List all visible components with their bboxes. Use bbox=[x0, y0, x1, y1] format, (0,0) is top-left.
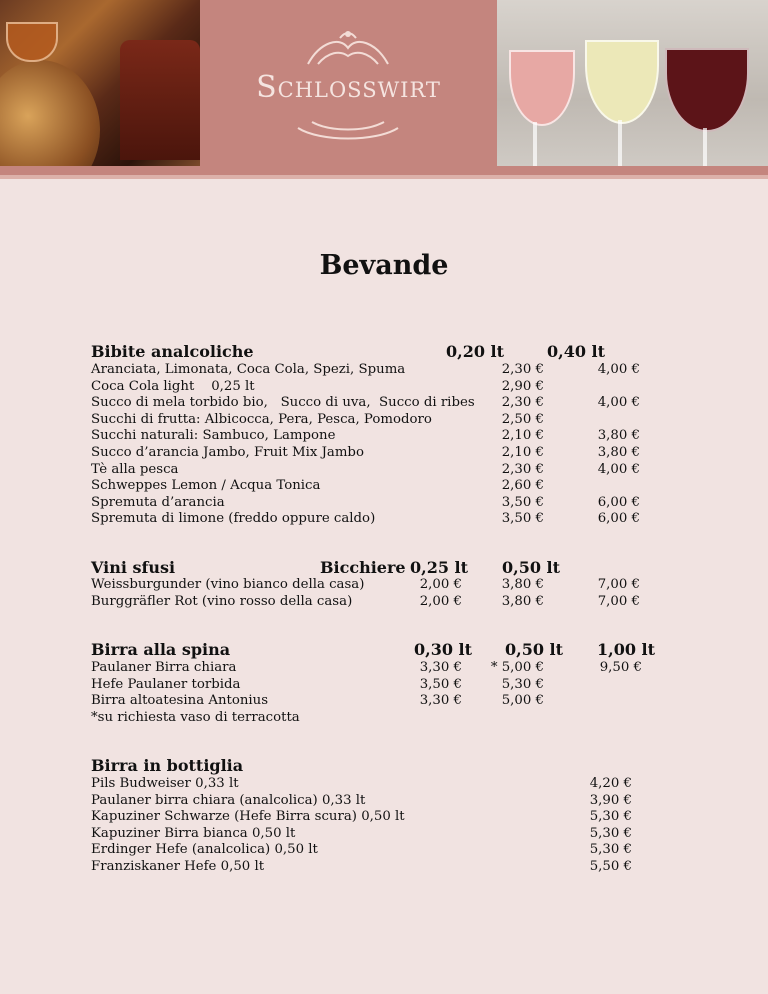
list-item: Burggräfler Rot (vino rosso della casa) bbox=[91, 593, 353, 609]
price: 4,20 € bbox=[589, 776, 632, 791]
section-heading-bottiglia: Birra in bottiglia bbox=[91, 756, 244, 775]
list-item: Succhi di frutta: Albicocca, Pera, Pesca, Pomodoro bbox=[91, 411, 432, 427]
price-column bbox=[560, 776, 632, 876]
column-header: 0,40 lt bbox=[547, 342, 606, 361]
item-names-list bbox=[91, 362, 475, 528]
price: 9,50 € bbox=[599, 660, 642, 675]
price-column bbox=[470, 362, 544, 528]
price: 3,80 € bbox=[597, 444, 640, 460]
price bbox=[560, 478, 640, 495]
list-item: Spremuta di limone (freddo oppure caldo) bbox=[91, 511, 376, 527]
price: 5,30 € bbox=[589, 809, 632, 825]
price-column bbox=[560, 362, 640, 528]
header-divider-light bbox=[0, 175, 768, 179]
list-item: Tè alla pesca bbox=[91, 461, 179, 477]
list-item: Kapuziner Schwarze (Hefe Birra scura) 0,50 lt bbox=[91, 809, 405, 825]
footnote: *su richiesta vaso di terracotta bbox=[91, 709, 300, 725]
page-title: Bevande bbox=[319, 250, 449, 281]
price: 2,00 € bbox=[419, 593, 462, 609]
price: 3,80 € bbox=[501, 577, 544, 592]
column-header: 0,50 lt bbox=[502, 558, 561, 577]
price: 3,80 € bbox=[597, 428, 640, 444]
list-item: Spremuta d’arancia bbox=[91, 494, 225, 510]
list-item: Birra altoatesina Antonius bbox=[91, 693, 269, 709]
price: 3,50 € bbox=[501, 494, 544, 510]
price-column bbox=[390, 660, 462, 710]
price-column bbox=[390, 577, 462, 610]
list-item: Schweppes Lemon / Acqua Tonica bbox=[91, 478, 321, 494]
price bbox=[560, 412, 640, 429]
price: 3,50 € bbox=[501, 511, 544, 527]
header-divider bbox=[0, 166, 768, 175]
price-column bbox=[560, 660, 642, 677]
price: 3,30 € bbox=[419, 693, 462, 709]
list-item: Succhi naturali: Sambuco, Lampone bbox=[91, 428, 336, 444]
price: * 5,00 € bbox=[490, 660, 544, 675]
column-header: 0,30 lt bbox=[414, 640, 473, 659]
wine-glasses-photo bbox=[497, 0, 768, 166]
column-header: Bicchiere bbox=[320, 558, 406, 577]
list-item: Kapuziner Birra bianca 0,50 lt bbox=[91, 825, 296, 841]
list-item: Coca Cola light 0,25 lt bbox=[91, 378, 255, 394]
price: 5,50 € bbox=[589, 858, 632, 874]
section-heading-vini: Vini sfusi bbox=[91, 558, 176, 577]
item-names-list bbox=[91, 776, 405, 876]
list-item: Franziskaner Hefe 0,50 lt bbox=[91, 858, 265, 874]
item-names-list bbox=[91, 660, 300, 726]
price: 5,30 € bbox=[501, 676, 544, 692]
price: 4,00 € bbox=[597, 461, 640, 477]
price: 2,00 € bbox=[419, 577, 462, 592]
price-column bbox=[560, 577, 640, 610]
bar-interior-photo bbox=[0, 0, 200, 166]
list-item: Aranciata, Limonata, Coca Cola, Spezi, Spuma bbox=[91, 362, 406, 377]
brand-name: Schlosswirt bbox=[256, 70, 441, 105]
price: 3,30 € bbox=[419, 660, 462, 675]
price: 3,80 € bbox=[501, 593, 544, 609]
price: 6,00 € bbox=[597, 494, 640, 510]
list-item: Weissburgunder (vino bianco della casa) bbox=[91, 577, 365, 592]
price: 3,90 € bbox=[589, 792, 632, 808]
price: 5,30 € bbox=[589, 825, 632, 841]
price-column bbox=[470, 660, 544, 710]
list-item: Paulaner birra chiara (analcolica) 0,33 lt bbox=[91, 792, 366, 808]
price: 7,00 € bbox=[597, 577, 640, 592]
price: 5,30 € bbox=[589, 842, 632, 858]
price: 2,30 € bbox=[501, 362, 544, 377]
brandy-glass-icon bbox=[6, 22, 58, 62]
list-item: Succo di mela torbido bio, Succo di uva, Succo di ribes bbox=[91, 395, 475, 411]
item-names-list bbox=[91, 577, 364, 610]
price: 2,10 € bbox=[501, 444, 544, 460]
price: 5,00 € bbox=[501, 693, 544, 709]
brand-logo bbox=[200, 0, 497, 166]
price: 2,30 € bbox=[501, 461, 544, 477]
column-header: 0,20 lt bbox=[446, 342, 505, 361]
price: 4,00 € bbox=[597, 362, 640, 377]
list-item: Succo d’arancia Jambo, Fruit Mix Jambo bbox=[91, 444, 364, 460]
price-column bbox=[470, 577, 544, 610]
column-header: 0,25 lt bbox=[410, 558, 469, 577]
price: 2,60 € bbox=[501, 478, 544, 494]
header-banner bbox=[0, 0, 768, 166]
column-header: 0,50 lt bbox=[505, 640, 564, 659]
price: 2,10 € bbox=[501, 428, 544, 444]
list-item: Pils Budweiser 0,33 lt bbox=[91, 776, 239, 791]
price: 2,30 € bbox=[501, 395, 544, 411]
price: 2,50 € bbox=[501, 411, 544, 427]
price: 3,50 € bbox=[419, 676, 462, 692]
price: 7,00 € bbox=[597, 593, 640, 609]
list-item: Erdinger Hefe (analcolica) 0,50 lt bbox=[91, 842, 318, 858]
price: 4,00 € bbox=[597, 395, 640, 411]
column-header: 1,00 lt bbox=[597, 640, 656, 659]
price: 6,00 € bbox=[597, 511, 640, 527]
section-heading-bibite: Bibite analcoliche bbox=[91, 342, 254, 361]
price: 2,90 € bbox=[501, 378, 544, 394]
price bbox=[560, 379, 640, 396]
list-item: Hefe Paulaner torbida bbox=[91, 676, 241, 692]
list-item: Paulaner Birra chiara bbox=[91, 660, 237, 675]
section-heading-spina: Birra alla spina bbox=[91, 640, 231, 659]
